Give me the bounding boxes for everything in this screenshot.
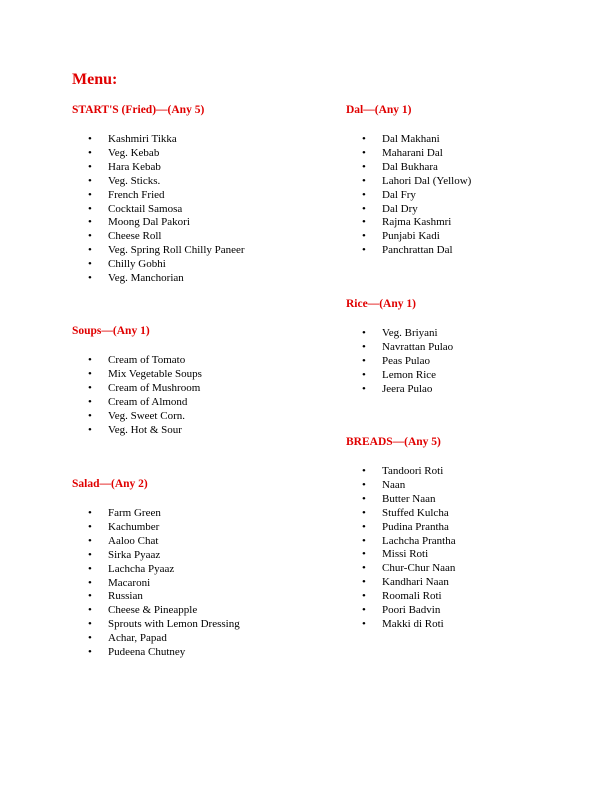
- menu-item: • Roomali Roti: [346, 590, 586, 604]
- section-rice: [346, 297, 586, 397]
- menu-item: • Pudeena Chutney: [72, 646, 312, 660]
- section-title-breads: BREADS—(Any 5): [346, 436, 441, 448]
- menu-item: • Dal Fry: [346, 189, 586, 203]
- menu-item: • Veg. Spring Roll Chilly Paneer: [72, 244, 312, 258]
- menu-item: • Cream of Mushroom: [72, 382, 312, 396]
- menu-item: • Lahori Dal (Yellow): [346, 175, 586, 189]
- menu-item: • Dal Dry: [346, 203, 586, 217]
- menu-item: • Dal Makhani: [346, 133, 586, 147]
- menu-item: • Pudina Prantha: [346, 521, 586, 535]
- section-title-starters: START'S (Fried)—(Any 5): [72, 104, 205, 116]
- menu-title: Menu:: [72, 71, 118, 88]
- menu-item: • Farm Green: [72, 507, 312, 521]
- menu-item: • Kashmiri Tikka: [72, 133, 312, 147]
- menu-item: • Naan: [346, 479, 586, 493]
- menu-item: • Cream of Almond: [72, 396, 312, 410]
- menu-item: • French Fried: [72, 189, 312, 203]
- menu-item: • Cheese Roll: [72, 230, 312, 244]
- menu-item: • Cheese & Pineapple: [72, 604, 312, 618]
- section-title-dal: Dal—(Any 1): [346, 104, 412, 116]
- menu-item: • Dal Bukhara: [346, 161, 586, 175]
- menu-item: • Panchrattan Dal: [346, 244, 586, 258]
- menu-item: • Hara Kebab: [72, 161, 312, 175]
- menu-item: • Navrattan Pulao: [346, 341, 586, 355]
- menu-item: • Mix Vegetable Soups: [72, 368, 312, 382]
- item-list-soups: [72, 354, 312, 437]
- menu-item: • Rajma Kashmri: [346, 216, 586, 230]
- menu-item: • Veg. Sticks.: [72, 175, 312, 189]
- menu-item: • Achar, Papad: [72, 632, 312, 646]
- menu-item: • Moong Dal Pakori: [72, 216, 312, 230]
- item-list-rice: [346, 327, 586, 397]
- menu-item: • Sirka Pyaaz: [72, 549, 312, 563]
- item-list-dal: [346, 133, 586, 258]
- menu-item: • Missi Roti: [346, 548, 586, 562]
- menu-item: • Kachumber: [72, 521, 312, 535]
- menu-item: • Butter Naan: [346, 493, 586, 507]
- menu-item: • Cream of Tomato: [72, 354, 312, 368]
- item-list-breads: [346, 465, 586, 632]
- menu-item: • Macaroni: [72, 577, 312, 591]
- menu-item: • Maharani Dal: [346, 147, 586, 161]
- section-title-soups: Soups—(Any 1): [72, 325, 150, 337]
- menu-item: • Stuffed Kulcha: [346, 507, 586, 521]
- menu-item: • Lemon Rice: [346, 369, 586, 383]
- section-starters: [72, 103, 312, 286]
- section-title-salad: Salad—(Any 2): [72, 478, 148, 490]
- menu-item: • Kandhari Naan: [346, 576, 586, 590]
- menu-item: • Peas Pulao: [346, 355, 586, 369]
- menu-item: • Veg. Sweet Corn.: [72, 410, 312, 424]
- menu-item: • Veg. Briyani: [346, 327, 586, 341]
- menu-item: • Veg. Hot & Sour: [72, 424, 312, 438]
- section-soups: [72, 324, 312, 437]
- menu-item: • Veg. Kebab: [72, 147, 312, 161]
- menu-item: • Chur-Chur Naan: [346, 562, 586, 576]
- menu-item: • Sprouts with Lemon Dressing: [72, 618, 312, 632]
- menu-item: • Lachcha Pyaaz: [72, 563, 312, 577]
- menu-item: • Veg. Manchorian: [72, 272, 312, 286]
- menu-item: • Poori Badvin: [346, 604, 586, 618]
- menu-item: • Chilly Gobhi: [72, 258, 312, 272]
- menu-item: • Cocktail Samosa: [72, 203, 312, 217]
- section-title-rice: Rice—(Any 1): [346, 298, 416, 310]
- menu-item: • Jeera Pulao: [346, 383, 586, 397]
- section-salad: [72, 477, 312, 660]
- section-dal: [346, 103, 586, 258]
- item-list-starters: [72, 133, 312, 286]
- menu-item: • Makki di Roti: [346, 618, 586, 632]
- menu-item: • Tandoori Roti: [346, 465, 586, 479]
- menu-item: • Punjabi Kadi: [346, 230, 586, 244]
- section-breads: [346, 435, 586, 632]
- menu-item: • Russian: [72, 590, 312, 604]
- item-list-salad: [72, 507, 312, 660]
- menu-item: • Aaloo Chat: [72, 535, 312, 549]
- menu-item: • Lachcha Prantha: [346, 535, 586, 549]
